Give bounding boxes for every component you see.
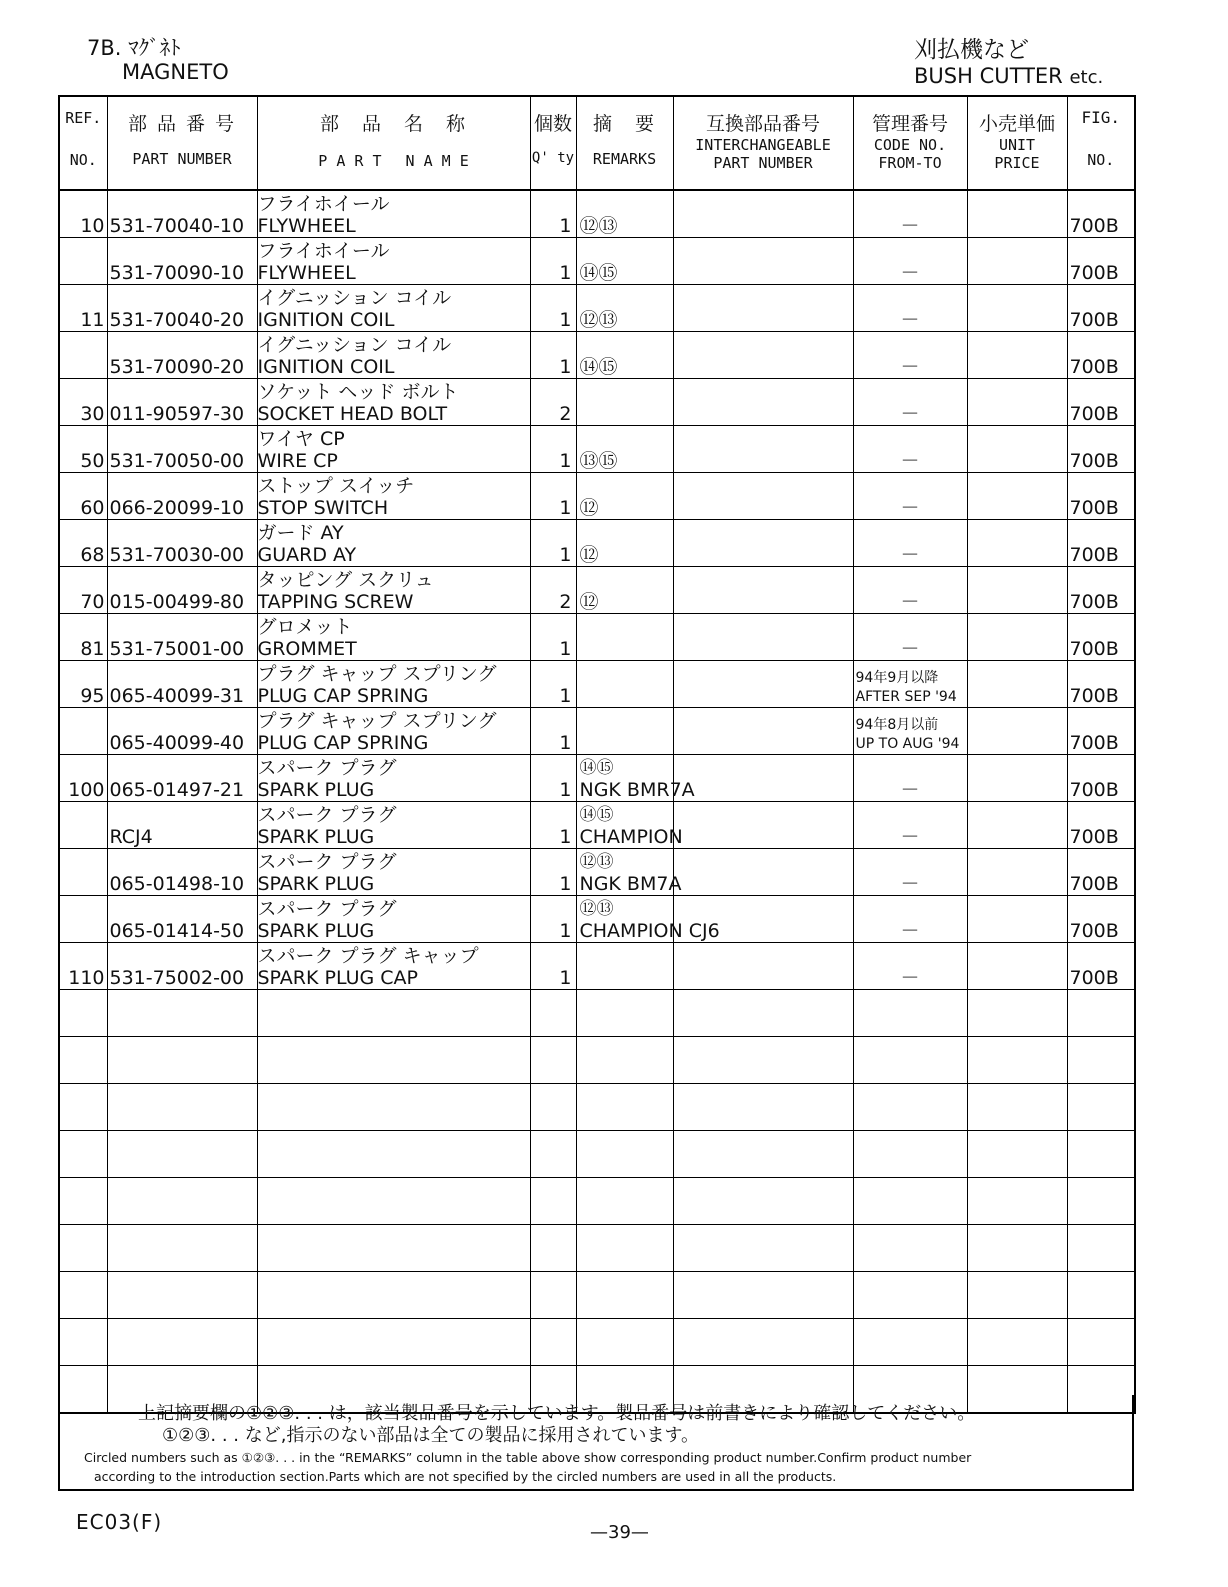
ref-cell: 30 — [59, 379, 107, 426]
part-name-jp: スパーク プラグ キャップ — [257, 945, 479, 967]
col-code: 管理番号 CODE NO. FROM-TO — [853, 96, 967, 190]
note-en-line-2: according to the introduction section.Parts which are not specified by the circled numbers are used in all the products. — [94, 1469, 837, 1484]
ref-cell: 60 — [59, 473, 107, 520]
interchangeable-cell — [673, 238, 853, 285]
price-cell — [967, 379, 1067, 426]
price-cell — [967, 943, 1067, 990]
remarks-cell — [576, 379, 673, 426]
qty-cell: 2 — [530, 567, 576, 614]
qty-cell: 1 — [530, 708, 576, 755]
interchangeable-cell — [673, 849, 853, 896]
part-name-en: STOP SWITCH — [257, 497, 389, 519]
interchangeable-cell — [673, 755, 853, 802]
code-cell: － — [853, 238, 967, 285]
fig-cell: 700B — [1067, 426, 1135, 473]
qty-cell: 1 — [530, 755, 576, 802]
interchangeable-cell — [673, 567, 853, 614]
ref-cell: 11 — [59, 285, 107, 332]
table-row — [59, 943, 1135, 990]
category-title-jp: 刈払機など — [914, 37, 1029, 63]
code-cell: － — [853, 520, 967, 567]
qty-cell: 1 — [530, 661, 576, 708]
table-row — [59, 802, 1135, 849]
part-number-cell: 531-70050-00 — [107, 426, 257, 473]
part-name-cell — [257, 943, 530, 990]
ref-cell: 10 — [59, 190, 107, 238]
fig-cell: 700B — [1067, 802, 1135, 849]
ref-cell: 95 — [59, 661, 107, 708]
ref-cell — [59, 802, 107, 849]
part-name-en: PLUG CAP SPRING — [257, 685, 429, 707]
part-name-en: FLYWHEEL — [257, 215, 356, 237]
code-cell: － — [853, 849, 967, 896]
empty-row — [59, 990, 1135, 1037]
code-cell: － — [853, 190, 967, 238]
category-title-en — [914, 64, 1103, 90]
qty-cell: 2 — [530, 379, 576, 426]
remarks-cell: ⑫⑬ NGK BM7A — [576, 849, 673, 896]
part-number-cell: 065-40099-40 — [107, 708, 257, 755]
interchangeable-cell — [673, 379, 853, 426]
part-number-cell: 065-01414-50 — [107, 896, 257, 943]
code-cell: 94年8月以前 UP TO AUG '94 — [853, 708, 967, 755]
part-name-jp: タッピング スクリュ — [257, 569, 434, 591]
remarks-cell: ⑫ — [576, 473, 673, 520]
part-name-en: SPARK PLUG CAP — [257, 967, 418, 989]
part-name-cell — [257, 426, 530, 473]
qty-cell: 1 — [530, 849, 576, 896]
category-title-en-main: BUSH CUTTER — [914, 64, 1063, 88]
code-cell: － — [853, 285, 967, 332]
remarks-cell: ⑫ — [576, 567, 673, 614]
fig-cell: 700B — [1067, 896, 1135, 943]
table-row — [59, 661, 1135, 708]
col-qty: 個数 Q' ty — [530, 96, 576, 190]
price-cell — [967, 802, 1067, 849]
remarks-cell — [576, 708, 673, 755]
remarks-cell: ⑫⑬ CHAMPION CJ6 — [576, 896, 673, 943]
price-cell — [967, 285, 1067, 332]
table-row — [59, 708, 1135, 755]
part-number-cell: 531-75002-00 — [107, 943, 257, 990]
part-name-jp: ソケット ヘッド ボルト — [257, 381, 459, 403]
part-name-jp: スパーク プラグ — [257, 851, 397, 873]
remarks-cell: ⑫⑬ — [576, 285, 673, 332]
part-name-cell — [257, 190, 530, 238]
part-name-jp: フライホイール — [257, 193, 390, 215]
price-cell — [967, 426, 1067, 473]
col-part-number: 部 品 番 号 PART NUMBER — [107, 96, 257, 190]
part-name-cell — [257, 802, 530, 849]
part-name-en: SOCKET HEAD BOLT — [257, 403, 448, 425]
part-name-jp: ストップ スイッチ — [257, 475, 415, 497]
qty-cell: 1 — [530, 614, 576, 661]
ref-cell — [59, 849, 107, 896]
part-number-cell: 531-70040-20 — [107, 285, 257, 332]
part-name-en: GUARD AY — [257, 544, 357, 566]
remarks-cell: ⑭⑮ — [576, 332, 673, 379]
code-cell: － — [853, 379, 967, 426]
part-name-cell — [257, 896, 530, 943]
ref-cell: 110 — [59, 943, 107, 990]
code-cell: － — [853, 896, 967, 943]
part-name-cell — [257, 238, 530, 285]
part-name-cell — [257, 379, 530, 426]
empty-row — [59, 1225, 1135, 1272]
part-name-en: IGNITION COIL — [257, 356, 395, 378]
price-cell — [967, 332, 1067, 379]
empty-row — [59, 1319, 1135, 1366]
part-name-en: TAPPING SCREW — [257, 591, 414, 613]
part-number-cell: RCJ4 — [107, 802, 257, 849]
code-cell: － — [853, 943, 967, 990]
empty-row — [59, 1037, 1135, 1084]
interchangeable-cell — [673, 190, 853, 238]
part-number-cell: 531-70040-10 — [107, 190, 257, 238]
table-row — [59, 520, 1135, 567]
note-en-line-1: Circled numbers such as ①②③. . . in the “REMARKS” column in the table above show corresponding product number.Confirm product number — [84, 1450, 972, 1465]
part-number-cell: 065-01497-21 — [107, 755, 257, 802]
code-cell: － — [853, 426, 967, 473]
part-name-en: WIRE CP — [257, 450, 338, 472]
interchangeable-cell — [673, 473, 853, 520]
fig-cell: 700B — [1067, 943, 1135, 990]
part-name-jp: イグニッション コイル — [257, 334, 452, 356]
code-cell: － — [853, 473, 967, 520]
table-row — [59, 896, 1135, 943]
interchangeable-cell — [673, 943, 853, 990]
note-jp-line-1: 上記摘要欄の①②③. . . は，該当製品番号を示しています。製品番号は前書きにより確認してください。 — [138, 1403, 976, 1424]
col-part-name: 部 品 名 称 P A R T N A M E — [257, 96, 530, 190]
part-name-cell — [257, 567, 530, 614]
part-name-en: SPARK PLUG — [257, 826, 375, 848]
interchangeable-cell — [673, 285, 853, 332]
interchangeable-cell — [673, 802, 853, 849]
ref-cell — [59, 708, 107, 755]
part-name-jp: スパーク プラグ — [257, 898, 397, 920]
part-name-jp: ガード AY — [257, 522, 344, 544]
table-header-row — [59, 96, 1135, 190]
table-row — [59, 379, 1135, 426]
qty-cell: 1 — [530, 426, 576, 473]
fig-cell: 700B — [1067, 708, 1135, 755]
interchangeable-cell — [673, 332, 853, 379]
ref-cell — [59, 238, 107, 285]
part-number-cell: 066-20099-10 — [107, 473, 257, 520]
price-cell — [967, 661, 1067, 708]
part-number-cell: 065-40099-31 — [107, 661, 257, 708]
fig-cell: 700B — [1067, 755, 1135, 802]
parts-table — [58, 95, 1136, 1414]
qty-cell: 1 — [530, 285, 576, 332]
table-row — [59, 238, 1135, 285]
part-name-cell — [257, 755, 530, 802]
col-price: 小売単価 UNIT PRICE — [967, 96, 1067, 190]
remarks-cell — [576, 614, 673, 661]
note-jp-line-2: ①②③. . . など,指示のない部品は全ての製品に採用されています。 — [162, 1425, 700, 1446]
part-number-cell: 011-90597-30 — [107, 379, 257, 426]
part-name-en: GROMMET — [257, 638, 357, 660]
remarks-cell: ⑭⑮ NGK BMR7A — [576, 755, 673, 802]
part-name-cell — [257, 332, 530, 379]
table-row — [59, 190, 1135, 238]
part-name-jp: プラグ キャップ スプリング — [257, 710, 497, 732]
qty-cell: 1 — [530, 190, 576, 238]
table-row — [59, 473, 1135, 520]
part-name-cell — [257, 849, 530, 896]
qty-cell: 1 — [530, 332, 576, 379]
empty-row — [59, 1131, 1135, 1178]
table-row — [59, 285, 1135, 332]
part-number-cell: 531-70030-00 — [107, 520, 257, 567]
fig-cell: 700B — [1067, 379, 1135, 426]
part-name-en: PLUG CAP SPRING — [257, 732, 429, 754]
price-cell — [967, 849, 1067, 896]
price-cell — [967, 473, 1067, 520]
part-name-cell — [257, 661, 530, 708]
qty-cell: 1 — [530, 943, 576, 990]
fig-cell: 700B — [1067, 567, 1135, 614]
part-name-en: SPARK PLUG — [257, 873, 375, 895]
col-ref: REF. NO. — [59, 96, 107, 190]
part-name-jp: フライホイール — [257, 240, 390, 262]
qty-cell: 1 — [530, 238, 576, 285]
qty-cell: 1 — [530, 802, 576, 849]
code-cell: 94年9月以降 AFTER SEP '94 — [853, 661, 967, 708]
part-number-cell: 531-70090-10 — [107, 238, 257, 285]
part-name-cell — [257, 614, 530, 661]
fig-cell: 700B — [1067, 190, 1135, 238]
part-name-en: IGNITION COIL — [257, 309, 395, 331]
remarks-cell — [576, 943, 673, 990]
remarks-cell: ⑫⑬ — [576, 190, 673, 238]
remarks-cell: ⑭⑮ CHAMPION — [576, 802, 673, 849]
remarks-cell — [576, 661, 673, 708]
interchangeable-cell — [673, 520, 853, 567]
code-cell: － — [853, 802, 967, 849]
code-cell: － — [853, 755, 967, 802]
part-name-jp: スパーク プラグ — [257, 757, 397, 779]
page-number: —39— — [590, 1522, 649, 1543]
part-number-cell: 065-01498-10 — [107, 849, 257, 896]
part-number-cell: 531-70090-20 — [107, 332, 257, 379]
part-name-cell — [257, 473, 530, 520]
part-name-en: FLYWHEEL — [257, 262, 356, 284]
price-cell — [967, 708, 1067, 755]
part-number-cell: 531-75001-00 — [107, 614, 257, 661]
part-name-en: SPARK PLUG — [257, 779, 375, 801]
fig-cell: 700B — [1067, 473, 1135, 520]
col-fig: FIG. NO. — [1067, 96, 1135, 190]
table-row — [59, 849, 1135, 896]
section-code: 7B. ﾏｸﾞﾈﾄ — [87, 36, 181, 60]
code-cell: － — [853, 614, 967, 661]
price-cell — [967, 520, 1067, 567]
interchangeable-cell — [673, 614, 853, 661]
table-row — [59, 614, 1135, 661]
table-row — [59, 755, 1135, 802]
table-row — [59, 332, 1135, 379]
empty-row — [59, 1178, 1135, 1225]
part-name-jp: スパーク プラグ — [257, 804, 397, 826]
section-title: MAGNETO — [122, 60, 229, 84]
interchangeable-cell — [673, 426, 853, 473]
empty-row — [59, 1084, 1135, 1131]
part-name-jp: プラグ キャップ スプリング — [257, 663, 497, 685]
fig-cell: 700B — [1067, 520, 1135, 567]
part-name-en: SPARK PLUG — [257, 920, 375, 942]
price-cell — [967, 567, 1067, 614]
col-remarks: 摘 要 REMARKS — [576, 96, 673, 190]
ref-cell: 50 — [59, 426, 107, 473]
fig-cell: 700B — [1067, 849, 1135, 896]
table-row — [59, 426, 1135, 473]
category-title-en-suffix: etc. — [1069, 67, 1104, 88]
ref-cell: 100 — [59, 755, 107, 802]
part-name-jp: イグニッション コイル — [257, 287, 452, 309]
part-name-jp: ワイヤ CP — [257, 428, 345, 450]
model-code: EC03(F) — [76, 1510, 163, 1534]
table-row — [59, 567, 1135, 614]
parts-table-body — [59, 190, 1135, 1413]
price-cell — [967, 896, 1067, 943]
interchangeable-cell — [673, 661, 853, 708]
price-cell — [967, 755, 1067, 802]
part-name-cell — [257, 708, 530, 755]
ref-cell: 81 — [59, 614, 107, 661]
fig-cell: 700B — [1067, 614, 1135, 661]
ref-cell: 68 — [59, 520, 107, 567]
ref-cell — [59, 896, 107, 943]
price-cell — [967, 190, 1067, 238]
ref-cell — [59, 332, 107, 379]
remarks-cell: ⑭⑮ — [576, 238, 673, 285]
fig-cell: 700B — [1067, 238, 1135, 285]
remarks-note — [58, 1395, 1134, 1491]
fig-cell: 700B — [1067, 661, 1135, 708]
empty-row — [59, 1272, 1135, 1319]
part-name-jp: グロメット — [257, 616, 353, 638]
part-name-cell — [257, 285, 530, 332]
code-cell: － — [853, 567, 967, 614]
interchangeable-cell — [673, 708, 853, 755]
remarks-cell: ⑫ — [576, 520, 673, 567]
ref-cell: 70 — [59, 567, 107, 614]
price-cell — [967, 614, 1067, 661]
part-number-cell: 015-00499-80 — [107, 567, 257, 614]
fig-cell: 700B — [1067, 332, 1135, 379]
qty-cell: 1 — [530, 473, 576, 520]
code-cell: － — [853, 332, 967, 379]
fig-cell: 700B — [1067, 285, 1135, 332]
qty-cell: 1 — [530, 896, 576, 943]
col-interchangeable: 互換部品番号 INTERCHANGEABLE PART NUMBER — [673, 96, 853, 190]
price-cell — [967, 238, 1067, 285]
part-name-cell — [257, 520, 530, 567]
qty-cell: 1 — [530, 520, 576, 567]
remarks-cell: ⑬⑮ — [576, 426, 673, 473]
